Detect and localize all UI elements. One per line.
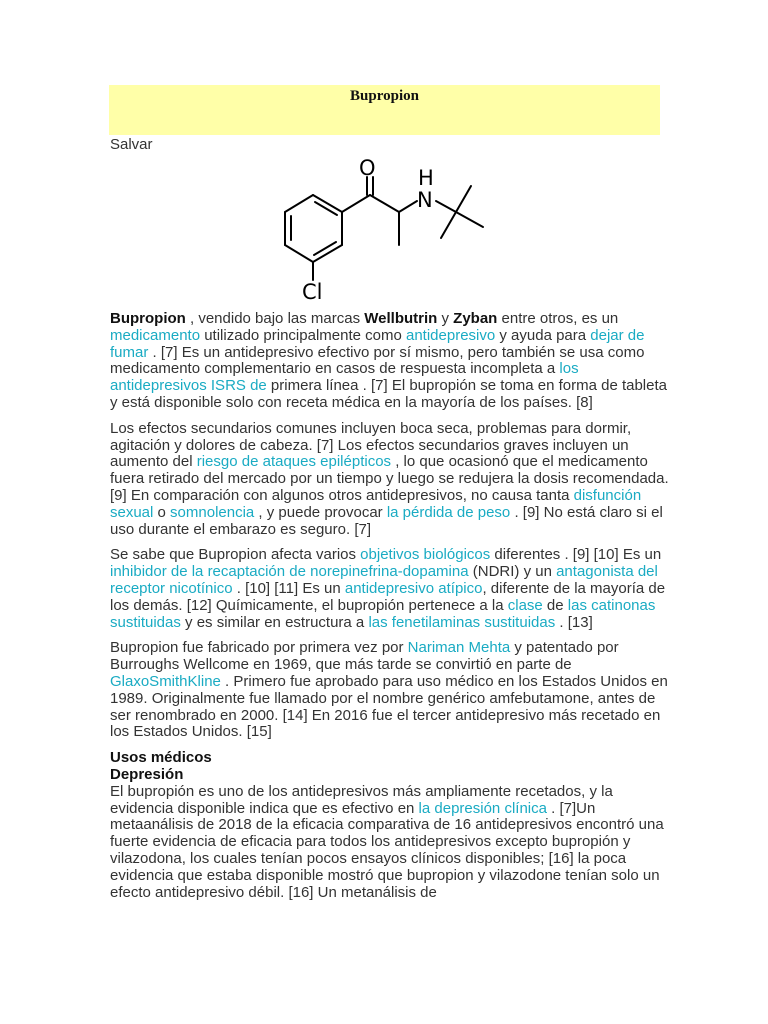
- link-isrs[interactable]: los antidepresivos ISRS de: [110, 360, 579, 395]
- brand-wellbutrin: Wellbutrin: [364, 310, 438, 327]
- link-clase[interactable]: clase: [507, 596, 543, 614]
- link-catinonas[interactable]: las catinonas sustituidas: [110, 596, 656, 631]
- paragraph-side-effects: Los efectos secundarios comunes incluyen boca seca, problemas para dormir, agitación y dolores de cabeza. [7] Los efectos secundarios graves incluyen un aumento del riesgo de ataques epilépticos , lo que ocasionó que el medicamento fuera retirado del mercado por un tiempo y luego se redujera la dosis recomendada. [9] En comparación con algunos otros antidepresivos, no causa tanta disfunción sexual o somnolencia , y puede provocar la pérdida de peso . [9] No está claro si el uso durante el embarazo es seguro. [7]: [110, 419, 669, 538]
- title-banner: [109, 85, 660, 135]
- link-depresion-clinica[interactable]: la depresión clínica: [418, 799, 547, 817]
- link-antagonista-nicotinico[interactable]: antagonista del receptor nicotínico: [110, 563, 658, 597]
- link-perdida-de-peso[interactable]: la pérdida de peso: [386, 503, 511, 521]
- drug-name: Bupropion: [110, 310, 186, 327]
- link-dejar-de-fumar[interactable]: dejar de fumar: [110, 326, 645, 361]
- subsection-heading: Depresión: [110, 765, 184, 783]
- link-objetivos-biologicos[interactable]: objetivos biológicos: [360, 546, 491, 564]
- link-ataques-epilepticos[interactable]: riesgo de ataques epilépticos: [196, 453, 392, 471]
- page-title: Bupropion: [350, 88, 419, 104]
- article-body: [110, 311, 670, 910]
- brand-zyban: Zyban: [453, 310, 498, 327]
- link-nariman-mehta[interactable]: Nariman Mehta: [407, 639, 511, 657]
- paragraph-intro: Bupropion , vendido bajo las marcas Wellbutrin y Zyban entre otros, es un medicamento utilizado principalmente como antidepresivo y ayuda para dejar de fumar . [7] Es un antidepresivo efectivo por sí mismo, pero también se usa como medicamento complementario en casos de respuesta incompleta a los antidepresivos ISRS de primera línea . [7] El bupropión se toma en forma de tableta y está disponible solo con receta médica en la mayoría de los países. [8]: [110, 310, 667, 411]
- section-heading: Usos médicos: [110, 749, 212, 767]
- hydrogen-label: H: [418, 166, 434, 190]
- link-antidepresivo-atipico[interactable]: antidepresivo atípico: [344, 579, 483, 597]
- link-medicamento[interactable]: medicamento: [110, 326, 201, 344]
- paragraph-history: Bupropion fue fabricado por primera vez por Nariman Mehta y patentado por Burroughs Wellcome en 1969, que más tarde se convirtió en parte de GlaxoSmithKline . Primero fue aprobado para uso médico en los Estados Unidos en 1989. Originalmente fue llamado por el nombre genérico amfebutamone, antes de ser renombrado en 2000. [14] En 2016 fue el tercer antidepresivo más recetado en los Estados Unidos. [15]: [110, 639, 668, 741]
- link-disfuncion-sexual[interactable]: disfunción sexual: [110, 486, 642, 521]
- link-antidepresivo[interactable]: antidepresivo: [405, 326, 496, 344]
- link-glaxosmithkline[interactable]: GlaxoSmithKline: [110, 672, 221, 690]
- link-somnolencia[interactable]: somnolencia: [170, 503, 255, 521]
- link-ndri[interactable]: inhibidor de la recaptación de norepinefrina-dopamina: [110, 563, 469, 581]
- paragraph-depression: El bupropión es uno de los antidepresivos más ampliamente recetados, y la evidencia disponible indica que es efectivo en la depresión clínica . [7]Un metaanálisis de 2018 de la eficacia comparativa de 16 antidepresivos encontró una fuerte evidencia de eficacia para todos los antidepresivos excepto bupropión y vilazodona, los cuales tenían pocos ensayos clínicos disponibles; [16] la poca evidencia que estaba disponible mostró que bupropion y vilazodone tenían solo un efecto antidepresivo débil. [16] Un metanálisis de: [110, 782, 664, 901]
- chlorine-label: Cl: [302, 280, 323, 304]
- nitrogen-label: N: [417, 188, 433, 212]
- link-fenetilaminas[interactable]: las fenetilaminas sustituidas: [368, 613, 556, 631]
- paragraph-pharmacology: Se sabe que Bupropion afecta varios objetivos biológicos diferentes . [9] [10] Es un inhibidor de la recaptación de norepinefrina-dopamina (NDRI) y un antagonista del receptor nicotínico . [10] [11] Es un antidepresivo atípico, diferente de la mayoría de los demás. [12] Químicamente, el bupropión pertenece a la clase de las catinonas sustituidas y es similar en estructura a las fenetilaminas sustituidas . [13]: [110, 546, 666, 631]
- save-link[interactable]: Salvar: [110, 136, 153, 153]
- bupropion-structure-image: [270, 150, 500, 305]
- oxygen-label: O: [359, 156, 376, 180]
